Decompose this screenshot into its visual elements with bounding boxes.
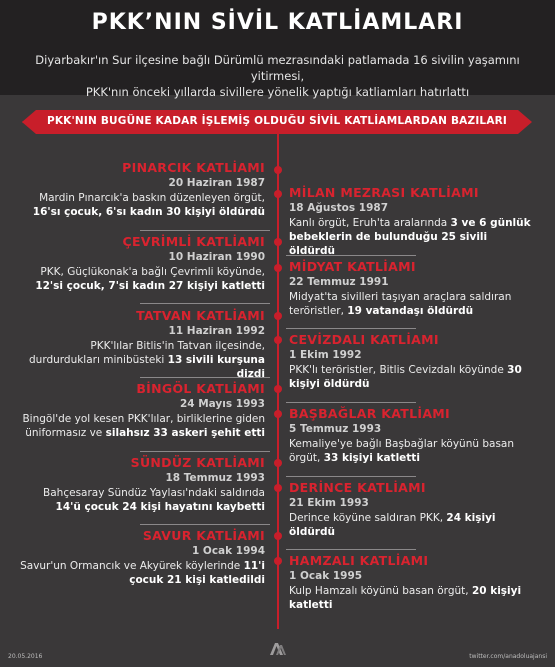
event-description [289, 511, 534, 539]
event-description [20, 486, 265, 514]
timeline-axis [277, 134, 279, 629]
timeline-dot [274, 238, 282, 246]
event-midyat [289, 259, 534, 318]
event-description [289, 584, 534, 612]
event-description [289, 437, 534, 465]
event-desc-highlight: 33 kişiyi katletti [323, 452, 420, 464]
intro-line-1: Diyarbakır'ın Sur ilçesine bağlı Dürümlü mezrasındaki patlamada 16 sivilin yaşamını yitirmesi, [35, 53, 520, 83]
divider [286, 549, 416, 550]
event-desc-text: Kulp Hamzalı köyünü basan örgüt, [289, 585, 469, 597]
event-date: 20 Haziran 1987 [168, 177, 265, 189]
divider [286, 328, 416, 329]
timeline-dot [274, 190, 282, 198]
event-desc-highlight: 14'ü çocuk 24 kişi hayatını kaybetti [55, 501, 265, 513]
event-desc-text: Mardin Pınarcık'a baskın düzenleyen örgüt, [39, 192, 265, 204]
event-description [20, 559, 265, 587]
event-desc-text: Kemaliye'ye bağlı Başbağlar köyünü basan örgüt, [289, 438, 515, 464]
event-bingol [20, 381, 265, 440]
event-cevizdali [289, 332, 534, 391]
event-date: 24 Mayıs 1993 [179, 398, 265, 410]
timeline-dot [274, 312, 282, 320]
event-description [20, 265, 265, 293]
event-hamzali [289, 553, 534, 612]
event-description [20, 191, 265, 219]
divider [286, 476, 416, 477]
event-desc-highlight: 3 ve 6 günlük bebeklerin de bulunduğu 25 sivili öldürdü [289, 217, 531, 257]
event-desc-text: Bingöl'de yol kesen PKK'lılar, birliklerine giden üniformasız ve [22, 413, 265, 439]
event-date: 18 Ağustos 1987 [289, 202, 388, 214]
divider [140, 230, 270, 231]
timeline-dot [274, 385, 282, 393]
event-desc-highlight: 20 kişiyi katletti [289, 585, 522, 611]
event-date: 5 Temmuz 1993 [289, 423, 382, 435]
event-description [289, 216, 534, 258]
event-title: DERİNCE KATLİAMI [289, 480, 426, 495]
event-desc-text: Savur'un Ormancık ve Akyürek köylerinde [20, 560, 241, 572]
event-description [289, 363, 534, 391]
event-desc-highlight: 16'sı çocuk, 6'sı kadın 30 kişiyi öldürdü [32, 206, 265, 218]
header [0, 0, 555, 99]
banner-text: PKK'NIN BUGÜNE KADAR İŞLEMİŞ OLDUĞU SİVİL KATLİAMLARDAN BAZILARI [46, 115, 508, 127]
event-desc-text: PKK'lılar Bitlis'in Tatvan ilçesinde, durdurdukları minibüsteki [29, 340, 265, 366]
event-desc-highlight: 30 kişiyi öldürdü [289, 364, 522, 390]
timeline-dot [274, 557, 282, 565]
event-title: SAVUR KATLİAMI [142, 528, 265, 543]
timeline-dot [274, 459, 282, 467]
event-pinarcik [20, 160, 265, 219]
event-desc-text: PKK'lı teröristler, Bitlis Cevizdalı köyünde [289, 364, 504, 376]
event-milan-mezrasi [289, 185, 534, 258]
timeline-dot [274, 484, 282, 492]
event-title: MİDYAT KATLİAMI [289, 259, 416, 274]
event-desc-text: Derince köyüne saldıran PKK, [289, 512, 444, 524]
event-desc-highlight: 19 vatandaşı öldürdü [347, 305, 474, 317]
intro-text [20, 52, 535, 100]
event-desc-highlight: 24 kişiyi öldürdü [289, 512, 496, 538]
event-derince [289, 480, 534, 539]
timeline-dot [274, 264, 282, 272]
event-date: 18 Temmuz 1993 [165, 472, 265, 484]
agency-logo-icon [268, 641, 288, 657]
event-title: TATVAN KATLİAMI [136, 308, 265, 323]
event-title: BAŞBAĞLAR KATLİAMI [289, 406, 450, 421]
timeline-dot [274, 532, 282, 540]
footer-social[interactable]: twitter.com/anadoluajansi [469, 653, 547, 660]
event-description [289, 290, 534, 318]
event-desc-highlight: 11'i çocuk 21 kişi katledildi [129, 560, 265, 586]
event-title: CEVİZDALI KATLİAMI [289, 332, 439, 347]
timeline-dot [274, 166, 282, 174]
event-title: MİLAN MEZRASI KATLİAMI [289, 185, 479, 200]
footer-date: 20.05.2016 [8, 653, 43, 660]
event-description [20, 339, 265, 381]
event-description [20, 412, 265, 440]
event-date: 1 Ocak 1994 [191, 545, 265, 557]
intro-line-2: PKK'nın önceki yıllarda sivillere yönelik yaptığı katliamları hatırlattı [85, 85, 470, 99]
event-desc-highlight: 13 sivili kurşuna dizdi [167, 354, 265, 380]
event-date: 10 Haziran 1990 [168, 251, 265, 263]
event-desc-text: PKK, Güçlükonak'a bağlı Çevrimli köyünde, [40, 266, 265, 278]
event-date: 1 Ekim 1992 [289, 349, 362, 361]
timeline-dot [274, 410, 282, 418]
divider [286, 402, 416, 403]
event-title: BİNGÖL KATLİAMI [136, 381, 265, 396]
divider [140, 524, 270, 525]
event-title: ÇEVRİMLİ KATLİAMI [122, 234, 265, 249]
event-desc-highlight: 12'si çocuk, 7'si kadın 27 kişiyi katletti [35, 280, 265, 292]
event-desc-text: Bahçesaray Sündüz Yaylası'ndaki saldırıda [43, 487, 265, 499]
event-desc-text: Kanlı örgüt, Eruh'ta aralarında [289, 217, 448, 229]
event-tatvan [20, 308, 265, 381]
section-banner [22, 110, 532, 134]
event-title: HAMZALI KATLİAMI [289, 553, 429, 568]
timeline-dot [274, 336, 282, 344]
event-date: 11 Haziran 1992 [168, 325, 265, 337]
event-cevrimli [20, 234, 265, 293]
event-date: 22 Temmuz 1991 [289, 276, 389, 288]
event-date: 1 Ocak 1995 [289, 570, 363, 582]
divider [140, 303, 270, 304]
divider [140, 451, 270, 452]
event-savur [20, 528, 265, 587]
event-date: 21 Ekim 1993 [289, 497, 369, 509]
event-title: SÜNDÜZ KATLİAMI [130, 455, 265, 470]
event-title: PINARCIK KATLİAMI [122, 160, 265, 175]
page-title: PKK’NIN SİVİL KATLİAMLARI [91, 10, 464, 35]
event-basbaglar [289, 406, 534, 465]
event-desc-highlight: silahsız 33 askeri şehit etti [105, 427, 265, 439]
event-sunduz [20, 455, 265, 514]
event-desc-text: Midyat'ta sivilleri taşıyan araçlara saldıran teröristler, [289, 291, 512, 317]
